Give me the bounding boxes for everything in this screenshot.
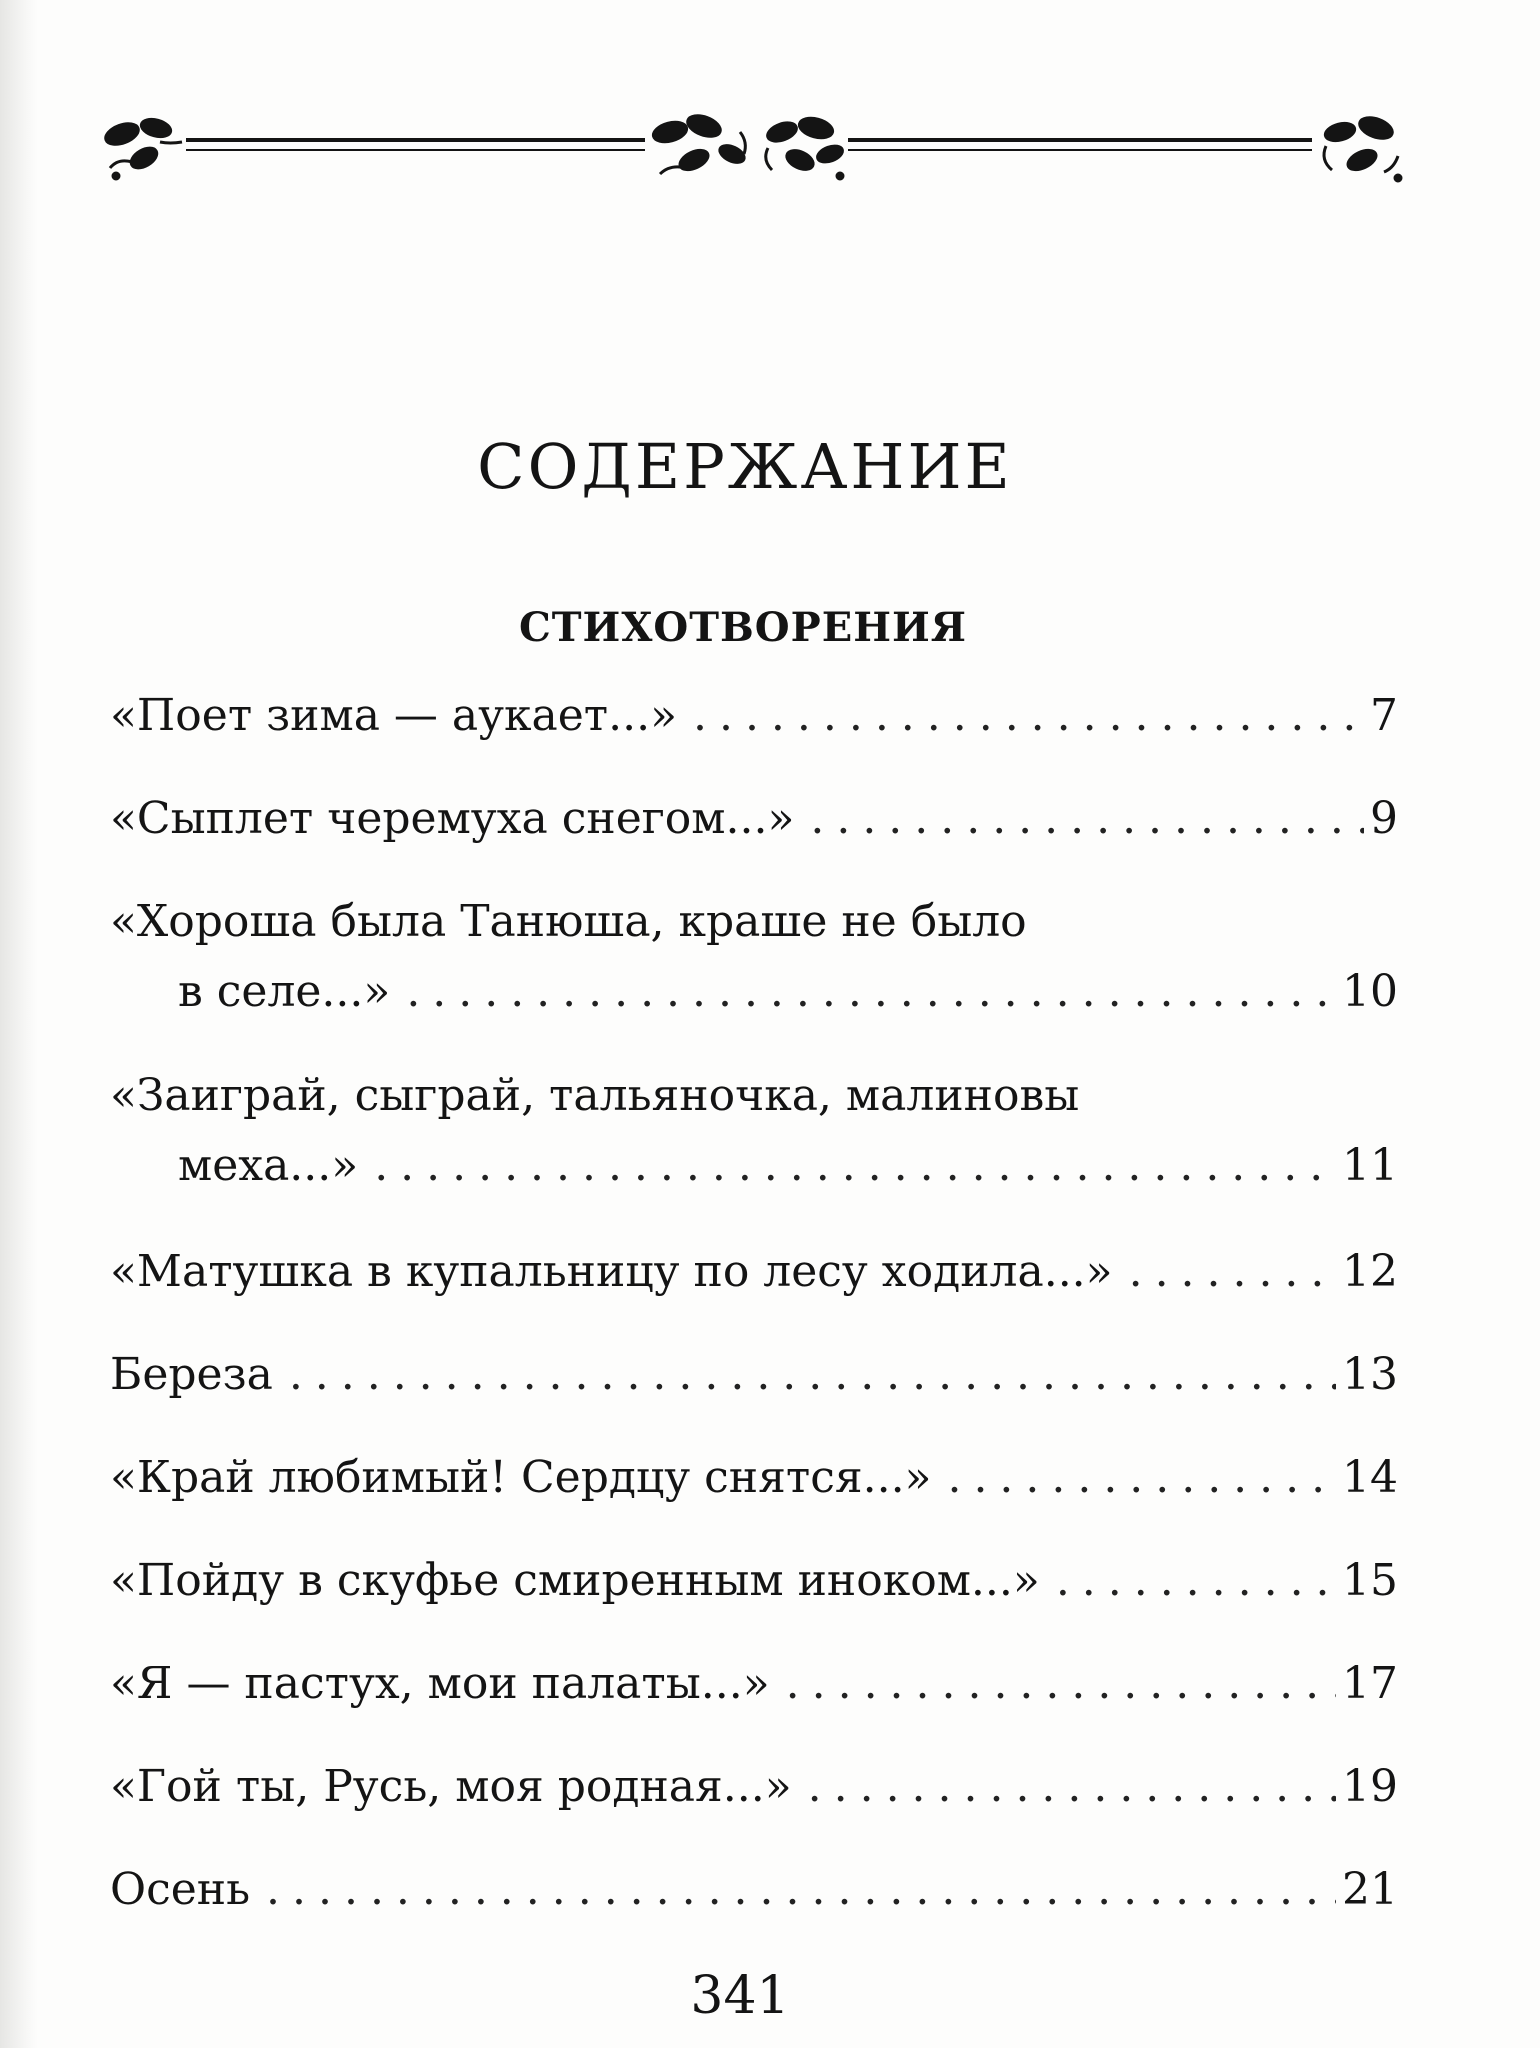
toc-entry-page: 19 (1342, 1761, 1398, 1812)
dot-leader (947, 1456, 1336, 1500)
toc-entry-page: 17 (1342, 1658, 1398, 1709)
floral-rule-ornament (100, 102, 1412, 192)
page-edge-shadow (0, 0, 38, 2048)
toc-entry-title: «Сыплет черемуха снегом...» (110, 793, 795, 844)
toc-entry[interactable] (110, 1658, 1398, 1709)
section-title: СТИХОТВОРЕНИЯ (518, 604, 968, 651)
toc-entry[interactable] (110, 1761, 1398, 1812)
toc-entry[interactable] (110, 1864, 1398, 1915)
dot-leader (1056, 1559, 1336, 1603)
toc-entry-title-continuation: меха...» (178, 1140, 359, 1191)
toc-entry-title: «Я — пастух, мои палаты...» (110, 1658, 770, 1709)
dot-leader (810, 797, 1364, 841)
toc-entry[interactable] (110, 1070, 1398, 1191)
toc-entry-page: 12 (1342, 1246, 1398, 1297)
toc-entry-title: Береза (110, 1349, 273, 1400)
toc-entry-title: Осень (110, 1864, 251, 1915)
dot-leader (808, 1765, 1336, 1809)
toc-entry[interactable] (110, 1555, 1398, 1606)
dot-leader (374, 1144, 1336, 1188)
toc-entry[interactable] (110, 1246, 1398, 1297)
toc-entry-page: 7 (1370, 690, 1398, 741)
dot-leader (786, 1662, 1336, 1706)
dot-leader (1129, 1250, 1336, 1294)
leaf-cluster-center-right-icon (764, 114, 846, 180)
toc-entry-title: «Пойду в скуфье смиренным иноком...» (110, 1555, 1040, 1606)
page-title: СОДЕРЖАНИЕ (477, 430, 1013, 503)
dot-leader (266, 1868, 1336, 1912)
toc-entry-title: «Хороша была Танюша, краше не было (110, 896, 1027, 947)
dot-leader (406, 970, 1336, 1014)
toc-entry[interactable] (110, 690, 1398, 741)
toc-entry-title: «Заиграй, сыграй, тальяночка, малиновы (110, 1070, 1080, 1121)
toc-entry[interactable] (110, 793, 1398, 844)
dot-leader (693, 694, 1364, 738)
toc-entry-title: «Край любимый! Сердцу снятся...» (110, 1452, 932, 1503)
toc-entry-title: «Гой ты, Русь, моя родная...» (110, 1761, 792, 1812)
toc-entry[interactable] (110, 896, 1398, 1017)
toc-entry-page: 13 (1342, 1349, 1398, 1400)
folio-page-number: 341 (690, 1966, 790, 2026)
leaf-cluster-right-icon (1322, 112, 1402, 182)
toc-entry-title: «Матушка в купальницу по лесу ходила...» (110, 1246, 1113, 1297)
toc-entry-page: 11 (1342, 1140, 1398, 1191)
leaf-cluster-center-left-icon (650, 110, 748, 174)
toc-entry-page: 15 (1342, 1555, 1398, 1606)
toc-entry-title-continuation: в селе...» (178, 966, 391, 1017)
toc-entry[interactable] (110, 1452, 1398, 1503)
leaf-cluster-left-icon (102, 115, 182, 180)
toc-entry-page: 14 (1342, 1452, 1398, 1503)
dot-leader (289, 1353, 1336, 1397)
toc-entry-page: 21 (1342, 1864, 1398, 1915)
toc-entry-page: 10 (1342, 966, 1398, 1017)
toc-entry[interactable] (110, 1349, 1398, 1400)
toc-entry-page: 9 (1370, 793, 1398, 844)
toc-entry-title: «Поет зима — аукает...» (110, 690, 678, 741)
